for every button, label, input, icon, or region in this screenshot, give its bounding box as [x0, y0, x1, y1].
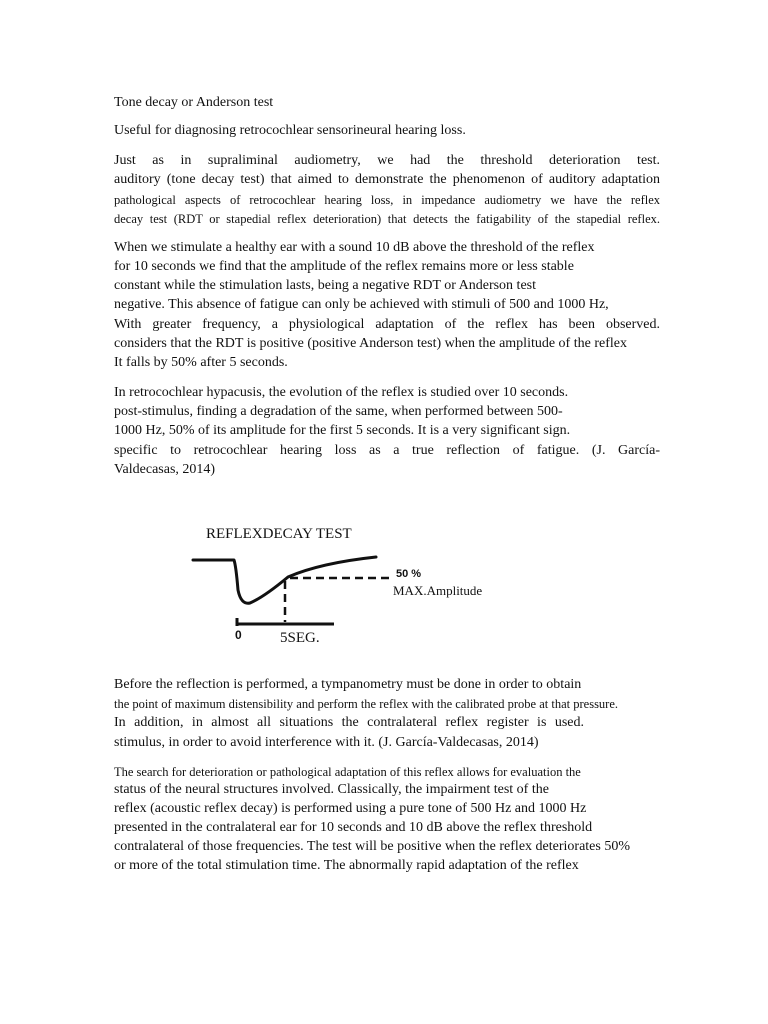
para3-line: In retrocochlear hypacusis, the evolution of the reflex is studied over 10 seconds.: [114, 385, 569, 400]
para1-line: decay test (RDT or stapedial reflex deterioration) that detects the fatigability of the stapedial reflex.: [114, 212, 660, 226]
document-title: Tone decay or Anderson test: [114, 95, 274, 110]
para5-line: The search for deterioration or pathological adaptation of this reflex allows for evaluation the: [114, 765, 581, 779]
diagram-title: REFLEXDECAY TEST: [206, 526, 352, 542]
five-seconds-label: 5SEG.: [280, 630, 320, 646]
para4-line: the point of maximum distensibility and perform the reflex with the calibrated probe at that pressure.: [114, 697, 619, 711]
para2-line: for 10 seconds we find that the amplitude of the reflex remains more or less stable: [114, 259, 574, 274]
para5-line: presented in the contralateral ear for 10 seconds and 10 dB above the reflex threshold: [114, 820, 593, 835]
para2-line: It falls by 50% after 5 seconds.: [114, 355, 288, 370]
para4-line: In addition, in almost all situations the contralateral reflex register is used.: [114, 715, 584, 730]
para2-line: considers that the RDT is positive (positive Anderson test) when the amplitude of the reflex: [114, 336, 627, 351]
intro-line: Useful for diagnosing retrocochlear sensorineural hearing loss.: [114, 123, 466, 138]
para3-line: Valdecasas, 2014): [114, 462, 216, 477]
para5-line: contralateral of those frequencies. The test will be positive when the reflex deteriorates 50%: [114, 839, 630, 854]
para1-line: pathological aspects of retrocochlear hearing loss, in impedance audiometry we have the reflex: [114, 193, 660, 207]
max-amplitude-label: MAX.Amplitude: [393, 583, 483, 598]
para5-line: reflex (acoustic reflex decay) is performed using a pure tone of 500 Hz and 1000 Hz: [114, 801, 587, 816]
para3-line: post-stimulus, finding a degradation of the same, when performed between 500-: [114, 404, 563, 419]
para2-line: With greater frequency, a physiological adaptation of the reflex has been observed.: [114, 317, 660, 332]
para5-line: or more of the total stimulation time. The abnormally rapid adaptation of the reflex: [114, 858, 579, 873]
para5-line: status of the neural structures involved. Classically, the impairment test of the: [114, 782, 549, 797]
para2-line: negative. This absence of fatigue can only be achieved with stimuli of 500 and 1000 Hz,: [114, 297, 609, 312]
para2-line: constant while the stimulation lasts, being a negative RDT or Anderson test: [114, 278, 537, 293]
zero-label: 0: [235, 628, 242, 642]
para3-line: 1000 Hz, 50% of its amplitude for the first 5 seconds. It is a very significant sign.: [114, 423, 571, 438]
para2-line: When we stimulate a healthy ear with a sound 10 dB above the threshold of the reflex: [114, 240, 595, 255]
fifty-percent-label: 50 %: [396, 568, 422, 580]
para4-line: Before the reflection is performed, a tympanometry must be done in order to obtain: [114, 677, 582, 692]
para1-line: auditory (tone decay test) that aimed to demonstrate the phenomenon of auditory adaptation: [114, 172, 660, 187]
para3-line: specific to retrocochlear hearing loss as a true reflection of fatigue. (J. García-: [114, 443, 660, 458]
para4-line: stimulus, in order to avoid interference with it. (J. García-Valdecasas, 2014): [114, 735, 539, 750]
para1-line: Just as in supraliminal audiometry, we had the threshold deterioration test.: [114, 153, 660, 168]
